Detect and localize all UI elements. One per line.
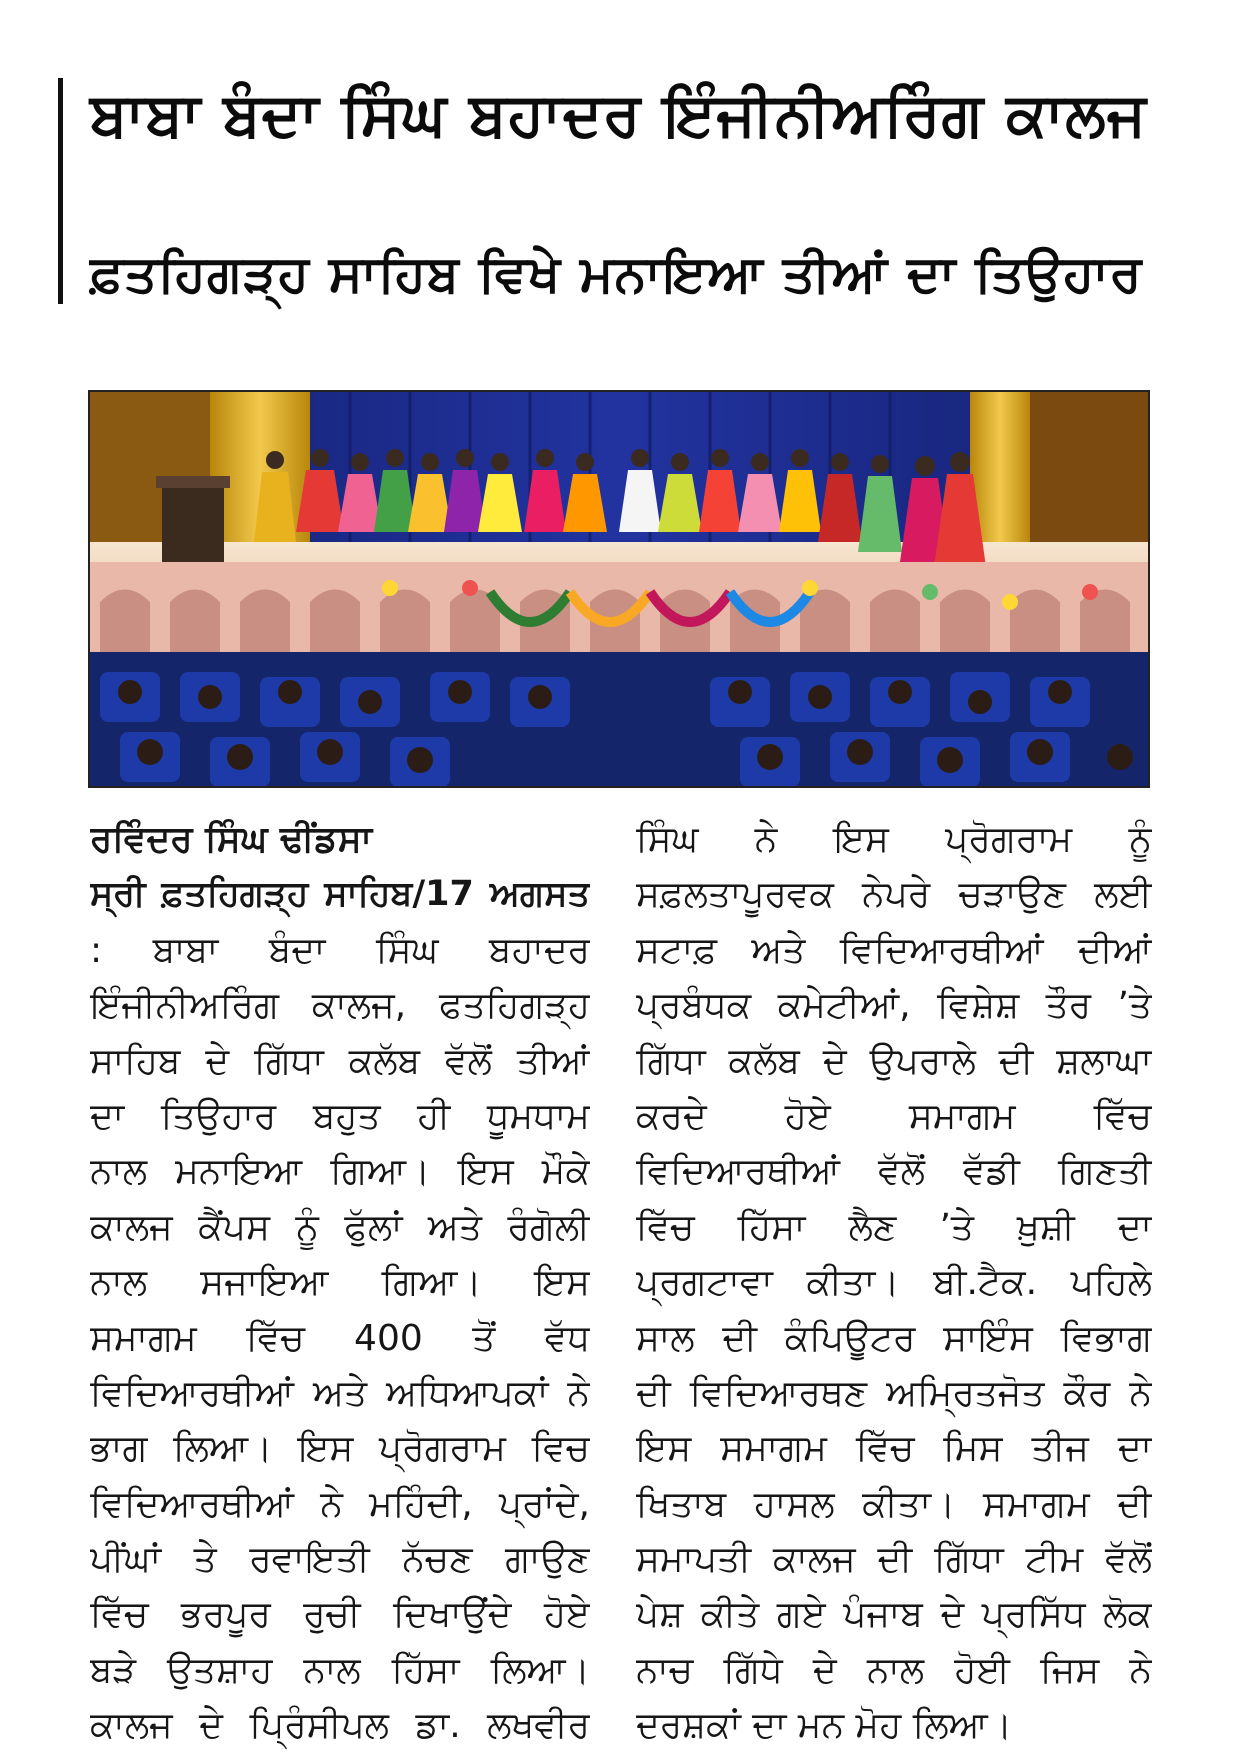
article-line: ਪ੍ਰਬੰਧਕ ਕਮੇਟੀਆਂ, ਵਿਸ਼ੇਸ਼ ਤੌਰ ’ਤੇ: [636, 985, 1152, 1027]
article-line: ਸਟਾਫ਼ ਅਤੇ ਵਿਦਿਆਰਥੀਆਂ ਦੀਆਂ: [636, 929, 1152, 971]
article-line: ਪੇਸ਼ ਕੀਤੇ ਗਏ ਪੰਜਾਬ ਦੇ ਪ੍ਰਸਿੱਧ ਲੋਕ: [636, 1594, 1152, 1636]
article-line: ਪੀਂਘਾਂ ਤੇ ਰਵਾਇਤੀ ਨੱਚਣ ਗਾਉਣ: [90, 1539, 590, 1581]
dateline: ਸ੍ਰੀ ਫ਼ਤਹਿਗੜ੍ਹ ਸਾਹਿਬ/17 ਅਗਸਤ: [90, 874, 590, 915]
article-line: ਗਿੱਧਾ ਕਲੱਬ ਦੇ ਉਪਰਾਲੇ ਦੀ ਸ਼ਲਾਘਾ: [636, 1040, 1152, 1082]
stage-performance-photo: [90, 392, 1148, 786]
article-line: ਵਿਦਿਆਰਥੀਆਂ ਨੇ ਮਹਿੰਦੀ, ਪ੍ਰਾਂਦੇ,: [90, 1483, 590, 1525]
article-line: ਦਰਸ਼ਕਾਂ ਦਾ ਮਨ ਮੋਹ ਲਿਆ।: [636, 1705, 1013, 1747]
headline-line-1: ਬਾਬਾ ਬੰਦਾ ਸਿੰਘ ਬਹਾਦਰ ਇੰਜੀਨੀਅਰਿੰਗ ਕਾਲਜ: [90, 80, 1147, 150]
article-line: ਬੜੇ ਉਤਸ਼ਾਹ ਨਾਲ ਹਿੱਸਾ ਲਿਆ।: [90, 1649, 590, 1691]
article-column-right: [636, 812, 1152, 1754]
article-line: ਸਫ਼ਲਤਾਪੂਰਵਕ ਨੇਪਰੇ ਚੜਾਉਣ ਲਈ: [636, 874, 1152, 916]
article-line: ਕਾਲਜ ਕੈਂਪਸ ਨੂੰ ਫੁੱਲਾਂ ਅਤੇ ਰੰਗੋਲੀ: [90, 1206, 590, 1248]
article-line: ਸਿੰਘ ਨੇ ਇਸ ਪ੍ਰੋਗਰਾਮ ਨੂੰ: [636, 819, 1152, 860]
article-line: ਨਾਲ ਮਨਾਇਆ ਗਿਆ। ਇਸ ਮੌਕੇ: [90, 1151, 590, 1193]
left-margin-rule: [58, 78, 63, 304]
article-line: : ਬਾਬਾ ਬੰਦਾ ਸਿੰਘ ਬਹਾਦਰ: [90, 929, 590, 971]
headline-line-2: ਫ਼ਤਹਿਗੜ੍ਹ ਸਾਹਿਬ ਵਿਖੇ ਮਨਾਇਆ ਤੀਆਂ ਦਾ ਤਿਉਹਾਰ: [90, 245, 1143, 304]
article-line: ਇੰਜੀਨੀਅਰਿੰਗ ਕਾਲਜ, ਫਤਹਿਗੜ੍ਹ: [90, 985, 590, 1027]
article-line: ਇਸ ਸਮਾਗਮ ਵਿੱਚ ਮਿਸ ਤੀਜ ਦਾ: [636, 1428, 1152, 1470]
article-line: ਸਾਹਿਬ ਦੇ ਗਿੱਧਾ ਕਲੱਬ ਵੱਲੋਂ ਤੀਆਂ: [90, 1040, 590, 1082]
article-line: ਸਮਾਗਮ ਵਿੱਚ 400 ਤੋਂ ਵੱਧ: [90, 1317, 590, 1359]
article-line: ਸਾਲ ਦੀ ਕੰਪਿਊਟਰ ਸਾਇੰਸ ਵਿਭਾਗ: [636, 1317, 1152, 1359]
byline: ਰਵਿੰਦਰ ਸਿੰਘ ਢੀਂਡਸਾ: [90, 819, 373, 860]
article-line: ਵਿੱਚ ਹਿੱਸਾ ਲੈਣ ’ਤੇ ਖ਼ੁਸ਼ੀ ਦਾ: [636, 1206, 1152, 1248]
article-column-left: [90, 812, 590, 1754]
article-line: ਵਿਦਿਆਰਥੀਆਂ ਵੱਲੋਂ ਵੱਡੀ ਗਿਣਤੀ: [636, 1151, 1152, 1193]
article-line: ਭਾਗ ਲਿਆ। ਇਸ ਪ੍ਰੋਗਰਾਮ ਵਿਚ: [90, 1428, 590, 1470]
article-line: ਕਰਦੇ ਹੋਏ ਸਮਾਗਮ ਵਿੱਚ: [636, 1095, 1152, 1137]
event-photo: [88, 390, 1150, 788]
article-line: ਨਾਚ ਗਿੱਧੇ ਦੇ ਨਾਲ ਹੋਈ ਜਿਸ ਨੇ: [636, 1649, 1152, 1691]
article-line: ਨਾਲ ਸਜਾਇਆ ਗਿਆ। ਇਸ: [90, 1262, 590, 1304]
article-line: ਖਿਤਾਬ ਹਾਸਲ ਕੀਤਾ। ਸਮਾਗਮ ਦੀ: [636, 1483, 1152, 1525]
article-line: ਦੀ ਵਿਦਿਆਰਥਣ ਅਮ੍ਰਿਤਜੋਤ ਕੌਰ ਨੇ: [636, 1372, 1152, 1414]
article-line: ਸਮਾਪਤੀ ਕਾਲਜ ਦੀ ਗਿੱਧਾ ਟੀਮ ਵੱਲੋਂ: [636, 1539, 1152, 1581]
article-line: ਵਿੱਚ ਭਰਪੂਰ ਰੁਚੀ ਦਿਖਾਉਂਦੇ ਹੋਏ: [90, 1594, 590, 1636]
article-line: ਦਾ ਤਿਉਹਾਰ ਬਹੁਤ ਹੀ ਧੂਮਧਾਮ: [90, 1095, 590, 1137]
article-line: ਵਿਦਿਆਰਥੀਆਂ ਅਤੇ ਅਧਿਆਪਕਾਂ ਨੇ: [90, 1372, 590, 1414]
article-line: ਕਾਲਜ ਦੇ ਪ੍ਰਿੰਸੀਪਲ ਡਾ. ਲਖਵੀਰ: [90, 1705, 590, 1747]
article-line: ਪ੍ਰਗਟਾਵਾ ਕੀਤਾ। ਬੀ.ਟੈਕ. ਪਹਿਲੇ: [636, 1262, 1152, 1304]
